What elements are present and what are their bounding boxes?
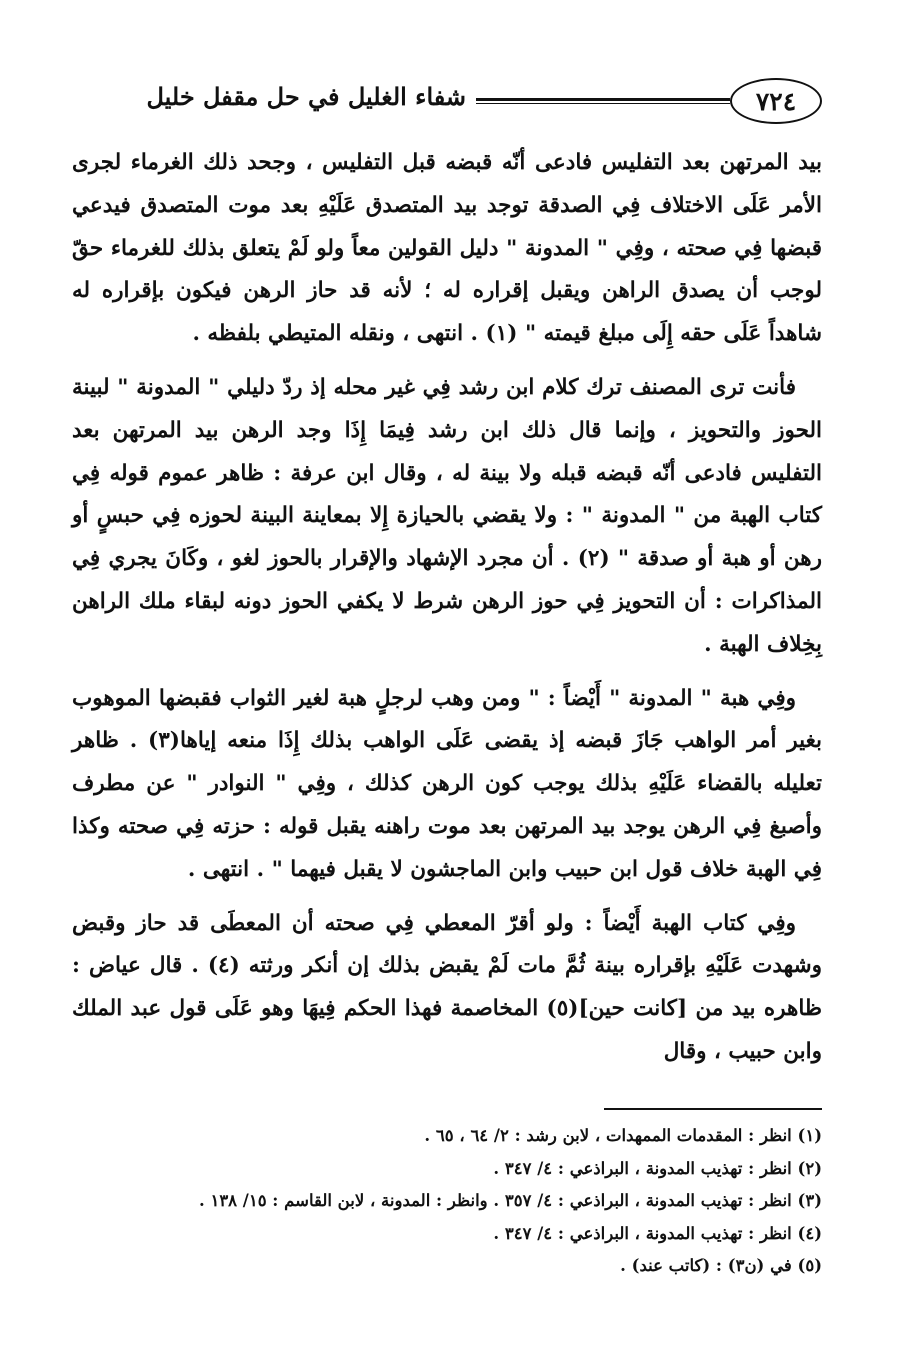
footnote-divider: [604, 1108, 822, 1110]
footnote-1: (١) انظر : المقدمات الممهدات ، لابن رشد : ٢/ ٦٤ ، ٦٥ .: [424, 1126, 822, 1145]
footnotes: [150, 1120, 822, 1283]
footnote-3: (٣) انظر : تهذيب المدونة ، البراذعي : ٤/ ٣٥٧ . وانظر : المدونة ، لابن القاسم : ١٥/ ١٣٨ .: [198, 1191, 822, 1210]
main-text: [72, 142, 822, 1085]
page-number: ٧٢٤: [730, 78, 822, 124]
book-title: شفاء الغليل في حل مقفل خليل: [146, 82, 466, 111]
paragraph-1: بيد المرتهن بعد التفليس فادعى أنّه قبضه قبل التفليس ، وجحد ذلك الغرماء لجرى الأمر عَلَى الاختلاف فِي الصدقة توجد بيد المتصدق عَلَيْهِ بعد موت المتصدق فيدعي قبضها فِي صحته ، وفِي " المدونة " دليل القولين معاً ولو لَمْ يتعلق بذلك للغرماء حقّ لوجب أن يصدق الراهن ويقبل إقراره له ؛ لأنه قد حاز الرهن فيكون بإقراره له شاهداً عَلَى حقه إِلَى مبلغ قيمته " (١) . انتهى ، ونقله المتيطي بلفظه .: [72, 150, 822, 347]
footnote-5: (٥) في (ن٣) : (كاتب عند) .: [620, 1256, 822, 1275]
page-header: [110, 78, 822, 128]
paragraph-3: وفِي هبة " المدونة " أَيْضاً : " ومن وهب لرجلٍ هبة لغير الثواب فقبضها الموهوب بغير أمر الواهب جَازَ قبضه إذ يقضى عَلَى الواهب بذلك إِذَا منعه إياها(٣) . ظاهر تعليله بالقضاء عَلَيْهِ بذلك يوجب كون الرهن كذلك ، وفِي " النوادر " عن مطرف وأصبغ فِي الرهن يوجد بيد المرتهن بعد موت راهنه يقبل قوله : حزته فِي صحته وكذا فِي الهبة خلاف قول ابن حبيب وابن الماجشون لا يقبل فيهما " . انتهى .: [72, 685, 823, 882]
header-rule: [476, 98, 730, 104]
footnote-4: (٤) انظر : تهذيب المدونة ، البراذعي : ٤/ ٣٤٧ .: [493, 1223, 822, 1243]
footnote-2: (٢) انظر : تهذيب المدونة ، البراذعي : ٤/ ٣٤٧ .: [493, 1158, 822, 1178]
paragraph-4: وفِي كتاب الهبة أَيْضاً : ولو أقرّ المعطي فِي صحته أن المعطَى قد حاز وقبض وشهدت عَلَيْهِ بإقراره بينة ثُمَّ مات لَمْ يقبض بذلك إن أنكر ورثته (٤) . قال عياض : ظاهره بيد من [كانت حين](٥) المخاصمة فهذا الحكم فِيهَا وهو عَلَى قول عبد الملك وابن حبيب ، وقال: [72, 910, 822, 1064]
paragraph-2: فأنت ترى المصنف ترك كلام ابن رشد فِي غير محله إذ ردّ دليلي " المدونة " لبينة الحوز والتحويز ، وإنما قال ذلك ابن رشد فِيمَا إِذَا وجد الرهن بيد المرتهن بعد التفليس فادعى أنّه قبضه قبله ولا بينة له ، وقال ابن عرفة : ظاهر عموم قوله فِي كتاب الهبة من " المدونة " : ولا يقضي بالحيازة إِلا بمعاينة البينة لحوزه فِي حبسٍ أو رهن أو هبة أو صدقة " (٢) . أن مجرد الإشهاد والإقرار بالحوز لغو ، وكَانَ يجري فِي المذاكرات : أن التحويز فِي حوز الرهن شرط لا يكفي الحوز دونه لبقاء ملك الراهن بِخِلاف الهبة .: [72, 374, 822, 657]
